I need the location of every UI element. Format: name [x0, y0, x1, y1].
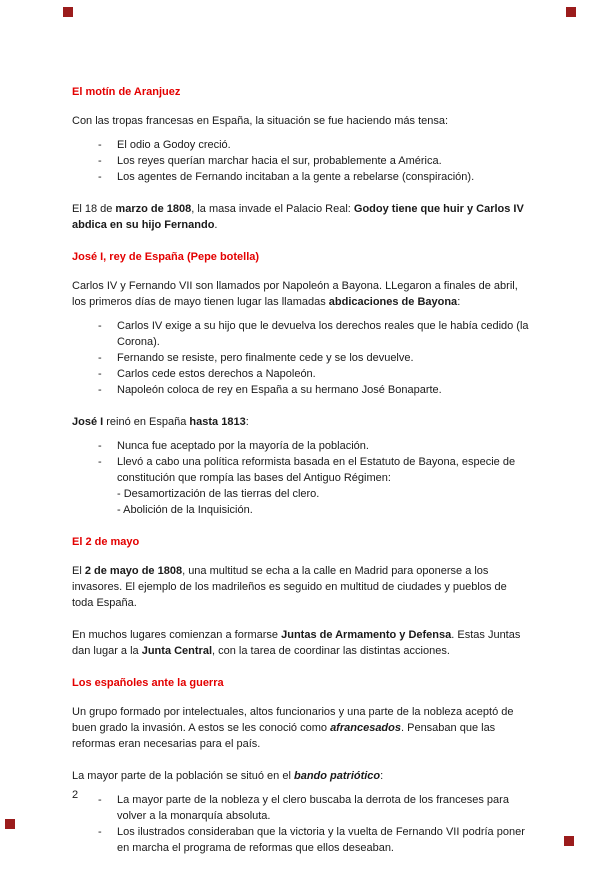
dash-bullet: -: [98, 171, 102, 183]
text-run: Fernando se resiste, pero finalmente cede y se los devuelve.: [117, 352, 414, 364]
bold-text-run: hasta 1813: [189, 416, 246, 428]
text-run: .: [214, 219, 218, 231]
section-heading: Los españoles ante la guerra: [72, 677, 224, 689]
paragraph: [72, 113, 530, 129]
bullet-list: [72, 792, 530, 856]
dash-bullet: -: [98, 826, 102, 838]
text-run: La mayor parte de la nobleza y el clero buscaba la derrota de los franceses para volver a la monarquía absoluta.: [117, 794, 509, 822]
text-run: Carlos cede estos derechos a Napoleón.: [117, 368, 316, 380]
bold-text-run: Junta Central: [141, 645, 213, 657]
text-run: Carlos IV exige a su hijo que le devuelva los derechos reales que le había cedido (la Corona).: [117, 320, 529, 348]
list-item: [72, 382, 530, 398]
text-run: :: [245, 416, 249, 428]
text-run: La mayor parte de la población se situó en el: [72, 770, 294, 782]
corner-mark: [566, 7, 576, 17]
text-run: Un grupo formado por intelectuales, altos funcionarios y una parte de la nobleza aceptó de buen grado la invasión. A estos se les conoció como: [72, 706, 514, 734]
corner-mark: [564, 836, 574, 846]
paragraph: [72, 201, 530, 233]
dash-bullet: -: [98, 368, 102, 380]
bold-text-run: bando patriótico: [293, 770, 381, 782]
list-item: [72, 318, 530, 350]
list-item: [72, 454, 530, 518]
text-run: Napoleón coloca de rey en España a su hermano José Bonaparte.: [117, 384, 442, 396]
bold-text-run: José I: [72, 416, 104, 428]
text-run: , la masa invade el Palacio Real:: [191, 203, 354, 215]
document-content: [72, 84, 530, 872]
list-item: [72, 350, 530, 366]
text-run: . Pensaban que las reformas eran necesarias para el país.: [72, 722, 496, 750]
text-run: Los reyes querían marchar hacia el sur, probablemente a América.: [117, 155, 442, 167]
text-run: :: [457, 296, 461, 308]
text-run: :: [380, 770, 384, 782]
list-item-text: [117, 382, 530, 398]
text-run: Con las tropas francesas en España, la situación se fue haciendo más tensa:: [72, 115, 449, 127]
dash-bullet: -: [98, 794, 102, 806]
list-item-text: [117, 137, 530, 153]
list-item: [72, 137, 530, 153]
list-item: [72, 792, 530, 824]
list-item: [72, 438, 530, 454]
paragraph: [72, 627, 530, 659]
list-item: [72, 366, 530, 382]
dash-bullet: -: [98, 384, 102, 396]
paragraph: [72, 768, 530, 784]
section-heading: El motín de Aranjuez: [72, 86, 181, 98]
text-run: , una multitud se echa a la calle en Madrid para oponerse a los invasores. El ejemplo de los madrileños es seguido en multitud de ciudades y pueblos de toda España.: [72, 565, 507, 609]
corner-mark: [63, 7, 73, 17]
bold-text-run: Juntas de Armamento y Defensa: [281, 629, 452, 641]
text-run: Los agentes de Fernando incitaban a la gente a rebelarse (conspiración).: [117, 171, 475, 183]
paragraph: [72, 278, 530, 310]
text-run: Llevó a cabo una política reformista basada en el Estatuto de Bayona, especie de constitución que rompía las bases del Antiguo Régimen:: [117, 456, 516, 484]
text-run: El 18 de: [72, 203, 116, 215]
paragraph: [72, 563, 530, 611]
list-item-text: [117, 454, 530, 518]
list-item-text: [117, 438, 530, 454]
sub-item: - Desamortización de las tierras del clero.: [117, 488, 320, 500]
bullet-list: [72, 137, 530, 185]
section-heading: El 2 de mayo: [72, 536, 140, 548]
list-item: [72, 153, 530, 169]
list-item-text: [117, 169, 530, 185]
sub-item: - Abolición de la Inquisición.: [117, 504, 253, 516]
text-run: El: [72, 565, 85, 577]
section-heading: José I, rey de España (Pepe botella): [72, 251, 260, 263]
list-item-text: [117, 318, 530, 350]
dash-bullet: -: [98, 440, 102, 452]
text-run: Carlos IV y Fernando VII son llamados por Napoleón a Bayona. LLegaron a finales de abril, los primeros días de mayo tienen lugar las llamadas: [72, 280, 518, 308]
list-item: [72, 824, 530, 856]
text-run: reinó en España: [103, 416, 190, 428]
text-run: El odio a Godoy creció.: [117, 139, 231, 151]
text-run: En muchos lugares comienzan a formarse: [72, 629, 282, 641]
dash-bullet: -: [98, 155, 102, 167]
list-item-text: [117, 824, 530, 856]
bold-text-run: marzo de 1808: [115, 203, 192, 215]
list-item-text: [117, 366, 530, 382]
text-run: Los ilustrados consideraban que la victoria y la vuelta de Fernando VII podría poner en marcha el programa de reformas que ellos deseaban.: [117, 826, 525, 854]
corner-mark: [5, 819, 15, 829]
page-number: 2: [72, 789, 79, 801]
text-run: , con la tarea de coordinar las distintas acciones.: [212, 645, 450, 657]
list-item-text: [117, 350, 530, 366]
list-item: [72, 169, 530, 185]
text-run: Nunca fue aceptado por la mayoría de la población.: [117, 440, 369, 452]
dash-bullet: -: [98, 320, 102, 332]
list-item-text: [117, 153, 530, 169]
dash-bullet: -: [98, 456, 102, 468]
list-item-text: [117, 792, 530, 824]
paragraph: [72, 414, 530, 430]
dash-bullet: -: [98, 139, 102, 151]
bold-text-run: Godoy tiene que huir y Carlos IV abdica en su hijo Fernando: [72, 203, 524, 231]
bullet-list: [72, 318, 530, 398]
dash-bullet: -: [98, 352, 102, 364]
text-run: . Estas Juntas dan lugar a la: [72, 629, 521, 657]
bold-text-run: afrancesados: [330, 722, 401, 734]
paragraph: [72, 704, 530, 752]
bullet-list: [72, 438, 530, 518]
bold-text-run: 2 de mayo de 1808: [84, 565, 183, 577]
bold-text-run: abdicaciones de Bayona: [328, 296, 458, 308]
